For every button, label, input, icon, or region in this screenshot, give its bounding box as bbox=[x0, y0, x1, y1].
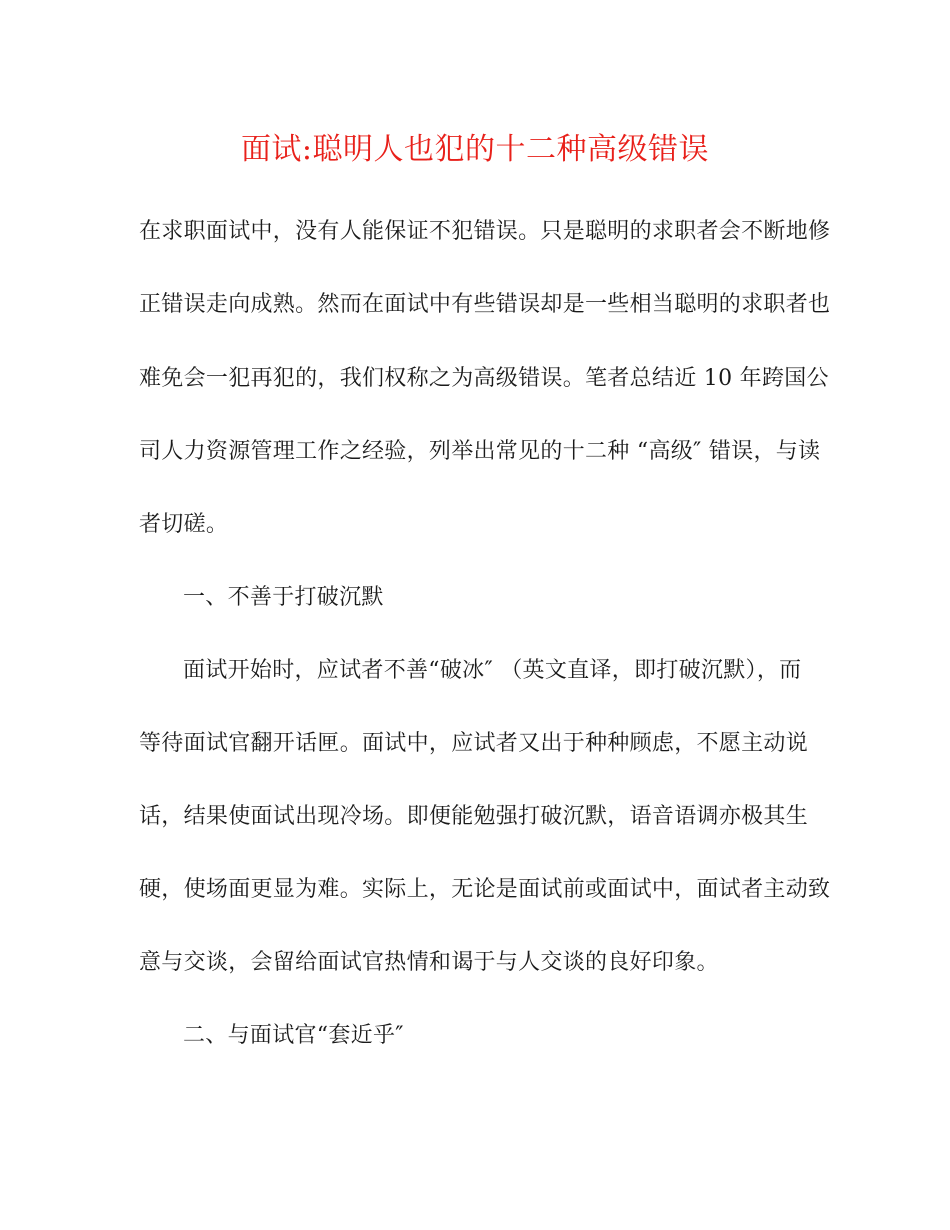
paragraph-2-line-3: 话，结果使面试出现冷场。即便能勉强打破沉默，语音语调亦极其生 bbox=[139, 804, 809, 829]
paragraph-1-line-2: 正错误走向成熟。然而在面试中有些错误却是一些相当聪明的求职者也 bbox=[139, 292, 831, 317]
paragraph-1-line-4: 司人力资源管理工作之经验，列举出常见的十二种 “高级″ 错误，与读 bbox=[139, 439, 821, 464]
paragraph-2-line-2: 等待面试官翻开话匣。面试中，应试者又出于种种顾虑，不愿主动说 bbox=[139, 731, 809, 756]
document-title: 面试:聪明人也犯的十二种高级错误 bbox=[240, 132, 710, 167]
paragraph-1-line-1: 在求职面试中，没有人能保证不犯错误。只是聪明的求职者会不断地修 bbox=[139, 219, 831, 244]
paragraph-2-line-1: 面试开始时，应试者不善“破冰″ （英文直译，即打破沉默），而 bbox=[183, 658, 802, 683]
paragraph-1-line-3: 难免会一犯再犯的，我们权称之为高级错误。笔者总结近 10 年跨国公 bbox=[139, 366, 829, 391]
section-heading-1: 一、不善于打破沉默 bbox=[183, 585, 384, 610]
paragraph-1-line-5: 者切磋。 bbox=[139, 512, 229, 537]
paragraph-2-line-5: 意与交谈，会留给面试官热情和谒于与人交谈的良好印象。 bbox=[139, 950, 719, 975]
paragraph-2-line-4: 硬，使场面更显为难。实际上，无论是面试前或面试中，面试者主动致 bbox=[139, 877, 831, 902]
section-heading-2: 二、与面试官“套近乎″ bbox=[183, 1023, 404, 1048]
